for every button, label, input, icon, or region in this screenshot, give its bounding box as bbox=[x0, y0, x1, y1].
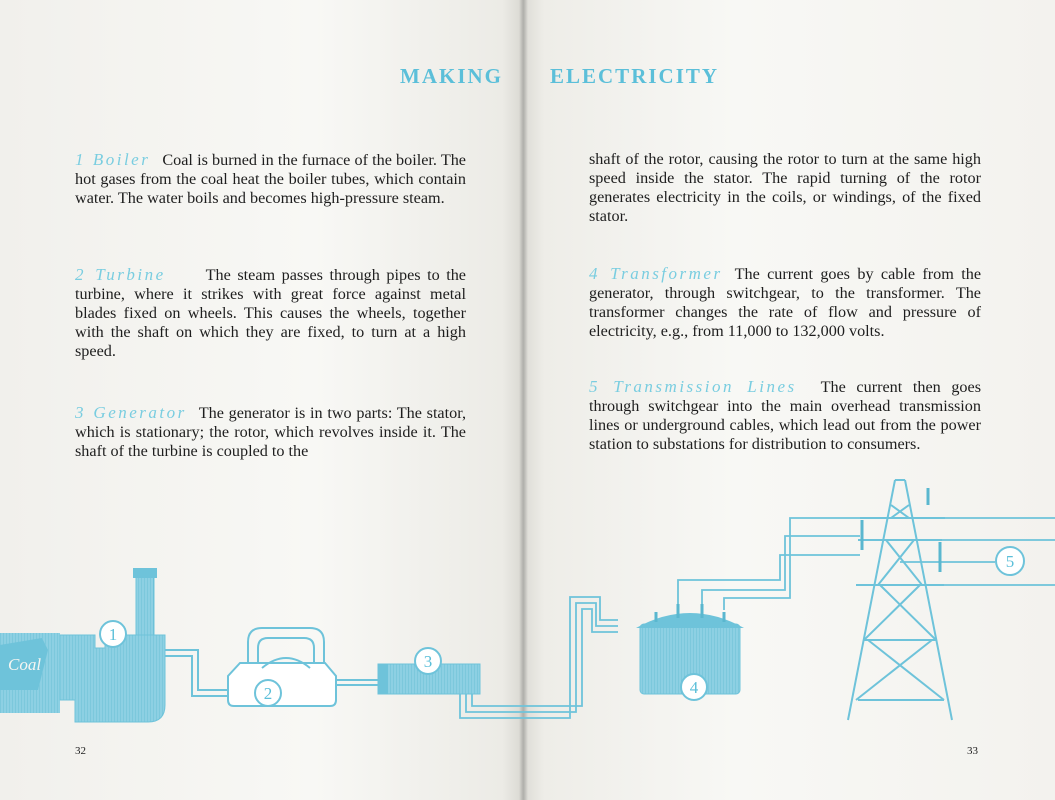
boiler-text: Coal is burned in the furnace of the boiler. The hot gases from the coal heat the boiler tubes, which contain water. The water boils and becomes high-pressure steam. bbox=[75, 151, 466, 207]
continuation-paragraph: shaft of the rotor, causing the rotor to turn at the same high speed inside the stator. The rapid turning of the rotor generates electricity in the coils, or windings, of the fixed stator. bbox=[589, 150, 981, 225]
turbine-text: The steam passes through pipes to the turbine, where it strikes with great force against metal blades fixed on wheels. This causes the wheels, together with the shaft on which they are fixed, to turn at a high speed. bbox=[75, 266, 466, 360]
marker-1 bbox=[100, 621, 126, 647]
turbine-label: 2 Turbine bbox=[75, 265, 166, 284]
generator-label: 3 Generator bbox=[75, 403, 187, 422]
left-heading: MAKING bbox=[400, 64, 503, 88]
svg-text:5: 5 bbox=[1005, 552, 1015, 571]
marker-5 bbox=[996, 547, 1024, 575]
coal-label: Coal bbox=[8, 655, 42, 674]
shaft bbox=[336, 680, 380, 685]
generator-to-transformer-cables bbox=[460, 597, 618, 718]
marker-2 bbox=[255, 680, 281, 706]
svg-text:2: 2 bbox=[263, 684, 273, 703]
transmission-text: The current then goes through switchgear into the main overhead transmission lines or underground cables, which lead out from the power station to substations for distribution to consumers. bbox=[589, 378, 981, 453]
svg-text:4: 4 bbox=[689, 678, 699, 697]
svg-text:1: 1 bbox=[108, 625, 118, 644]
marker-4 bbox=[681, 674, 707, 700]
turbine bbox=[228, 628, 336, 706]
transformer-label: 4 Transformer bbox=[589, 264, 723, 283]
generator-text: The generator is in two parts: The stator, which is stationary; the rotor, which revolves inside it. The shaft of the turbine is coupled to the bbox=[75, 404, 467, 460]
svg-text:3: 3 bbox=[423, 652, 433, 671]
pylon bbox=[848, 480, 952, 720]
transformer-text: The current goes by cable from the generator, through switchgear, to the transformer. The transformer changes the rate of flow and pressure of electricity, e.g., from 11,000 to 132,000 volts. bbox=[589, 265, 981, 340]
right-page-number: 33 bbox=[967, 745, 978, 757]
right-heading: ELECTRICITY bbox=[550, 64, 720, 88]
boiler-label: 1 Boiler bbox=[75, 150, 151, 169]
steam-pipe bbox=[165, 650, 232, 696]
transmission-label: 5 Transmission Lines bbox=[589, 377, 797, 396]
marker-3 bbox=[415, 648, 441, 674]
left-page-number: 32 bbox=[75, 745, 86, 757]
boiler bbox=[0, 568, 165, 722]
